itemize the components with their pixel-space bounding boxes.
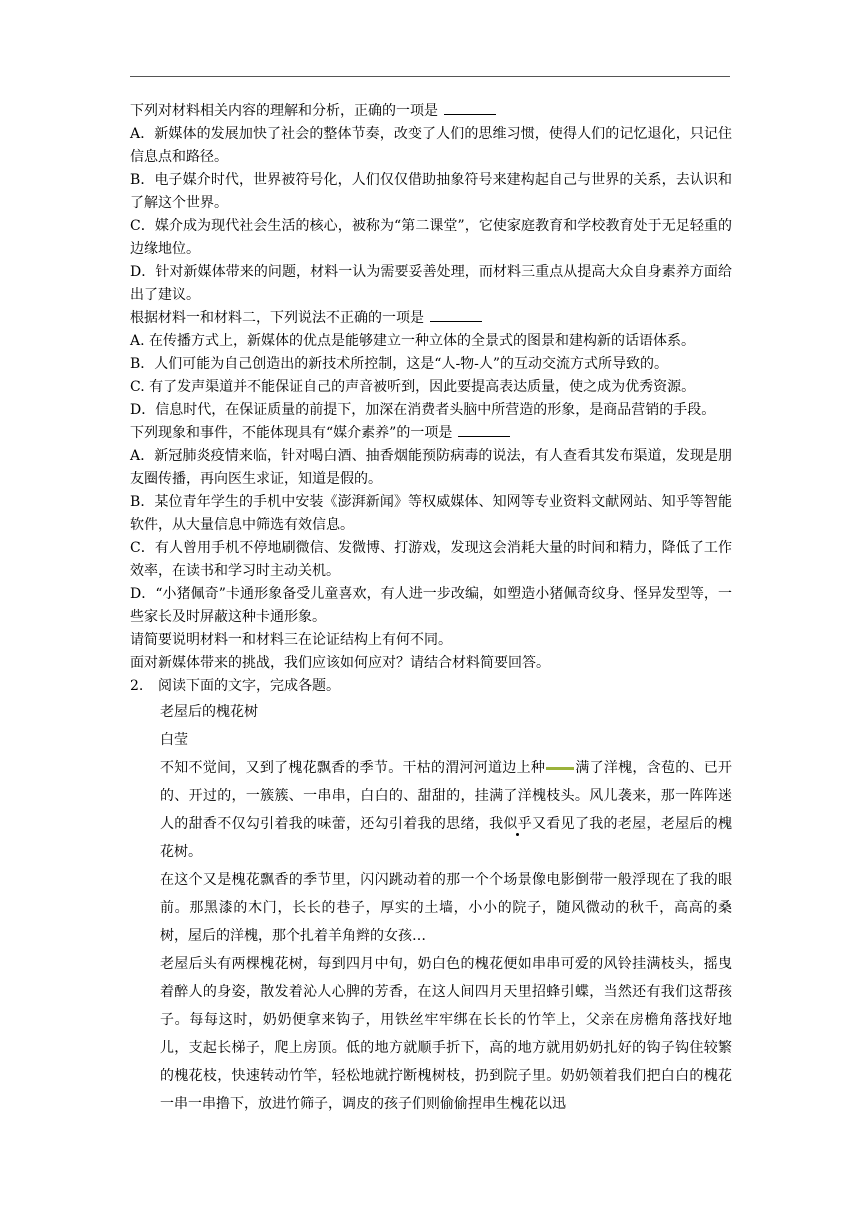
passage-paragraph: 不知不觉间，又到了槐花飘香的季节。干枯的渭河河道边上种 满了洋槐，含苞的、已开的、开过的，一簇簇、一串串，白白的、甜甜的，挂满了洋槐枝头。风儿袭来，那一阵阵迷人的甜香不仅勾引着我的味蕾，还勾引着我的思绪，我似乎又看见了我的老屋，老屋后的槐花树。 xyxy=(160,760,733,860)
passage-title: 老屋后的槐花树 xyxy=(160,704,258,720)
passage-author: 白莹 xyxy=(160,732,188,748)
option-b: B．电子媒介时代，世界被符号化，人们仅仅借助抽象符号来建构起自己与世界的关系，去认识和了解这个世界。 xyxy=(130,172,732,211)
answer-blank[interactable] xyxy=(458,424,510,437)
option-b: B．某位青年学生的手机中安装《澎湃新闻》等权威媒体、知网等专业资料文献网站、知乎等智能软件，从大量信息中筛选有效信息。 xyxy=(130,494,732,533)
option-c: C. 有了发声渠道并不能保证自己的声音被听到，因此要提高表达质量，使之成为优秀资源。 xyxy=(130,379,696,395)
option-a: A．新冠肺炎疫情来临，针对喝白酒、抽香烟能预防病毒的说法，有人查看其发布渠道，发现是朋友圈传播，再向医生求证，知道是假的。 xyxy=(130,448,732,487)
option-c: C．有人曾用手机不停地刷微信、发微博、打游戏，发现这会消耗大量的时间和精力，降低了工作效率，在读书和学习时主动关机。 xyxy=(130,540,732,579)
question-short-answer: 面对新媒体带来的挑战，我们应该如何应对？请结合材料简要回答。 xyxy=(130,655,550,671)
option-d: D．信息时代，在保证质量的前提下，加深在消费者头脑中所营造的形象，是商品营销的手段。 xyxy=(130,402,716,418)
option-a: A. 在传播方式上，新媒体的优点是能够建立一种立体的全景式的图景和建构新的话语体系。 xyxy=(130,333,696,349)
header-rule xyxy=(130,76,730,77)
question-stem: 下列现象和事件，不能体现具有“媒介素养”的一项是 xyxy=(130,422,732,445)
question-stem: 下列对材料相关内容的理解和分析，正确的一项是 xyxy=(130,100,732,123)
question-stem: 根据材料一和材料二，下列说法不正确的一项是 xyxy=(130,307,732,330)
dotted-emphasis: 似乎 xyxy=(503,816,533,832)
question-short-answer: 请简要说明材料一和材料三在论证结构上有何不同。 xyxy=(130,632,452,648)
document-body xyxy=(130,100,732,1118)
section-number: 2. xyxy=(130,678,144,694)
passage-paragraph: 老屋后头有两棵槐花树，每到四月中旬，奶白色的槐花便如串串可爱的风铃挂满枝头，摇曳着醉人的身姿，散发着沁人心脾的芳香，在这人间四月天里招蜂引蝶，当然还有我们这帮孩子。每每这时，奶奶便拿来钩子，用铁丝牢牢绑在长长的竹竿上，父亲在房檐角落找好地儿，支起长梯子，爬上房顶。低的地方就顺手折下，高的地方就用奶奶扎好的钩子钩住较繁的槐花枝，快速转动竹竿，轻松地就拧断槐树枝，扔到院子里。奶奶领着我们把白白的槐花一串一串撸下，放进竹筛子，调皮的孩子们则偷偷捏串生槐花以迅 xyxy=(160,956,732,1112)
option-d: D．“小猪佩奇”卡通形象备受儿童喜欢，有人进一步改编，如塑造小猪佩奇纹身、怪异发型等，一些家长及时屏蔽这种卡通形象。 xyxy=(130,586,732,625)
answer-blank[interactable] xyxy=(444,102,496,115)
highlight-mark xyxy=(546,767,574,770)
option-b: B．人们可能为自己创造出的新技术所控制，这是“人-物-人”的互动交流方式所导致的。 xyxy=(130,356,669,372)
reading-passage xyxy=(130,698,732,1118)
answer-blank[interactable] xyxy=(430,309,482,322)
passage-paragraph: 在这个又是槐花飘香的季节里，闪闪跳动着的那一个个场景像电影倒带一般浮现在了我的眼前。那黑漆的木门，长长的巷子，厚实的土墙，小小的院子，随风微动的秋千，高高的桑树，屋后的洋槐，那个扎着羊角辫的女孩… xyxy=(160,872,732,944)
option-d: D．针对新媒体带来的问题，材料一认为需要妥善处理，而材料三重点从提高大众自身素养方面给出了建议。 xyxy=(130,264,732,303)
section-instruction: 阅读下面的文字，完成各题。 xyxy=(158,678,340,694)
section-heading xyxy=(130,675,732,698)
option-a: A．新媒体的发展加快了社会的整体节奏，改变了人们的思维习惯，使得人们的记忆退化，只记住信息点和路径。 xyxy=(130,126,732,165)
option-c: C．媒介成为现代社会生活的核心，被称为“第二课堂”，它使家庭教育和学校教育处于无足轻重的边缘地位。 xyxy=(130,218,732,257)
